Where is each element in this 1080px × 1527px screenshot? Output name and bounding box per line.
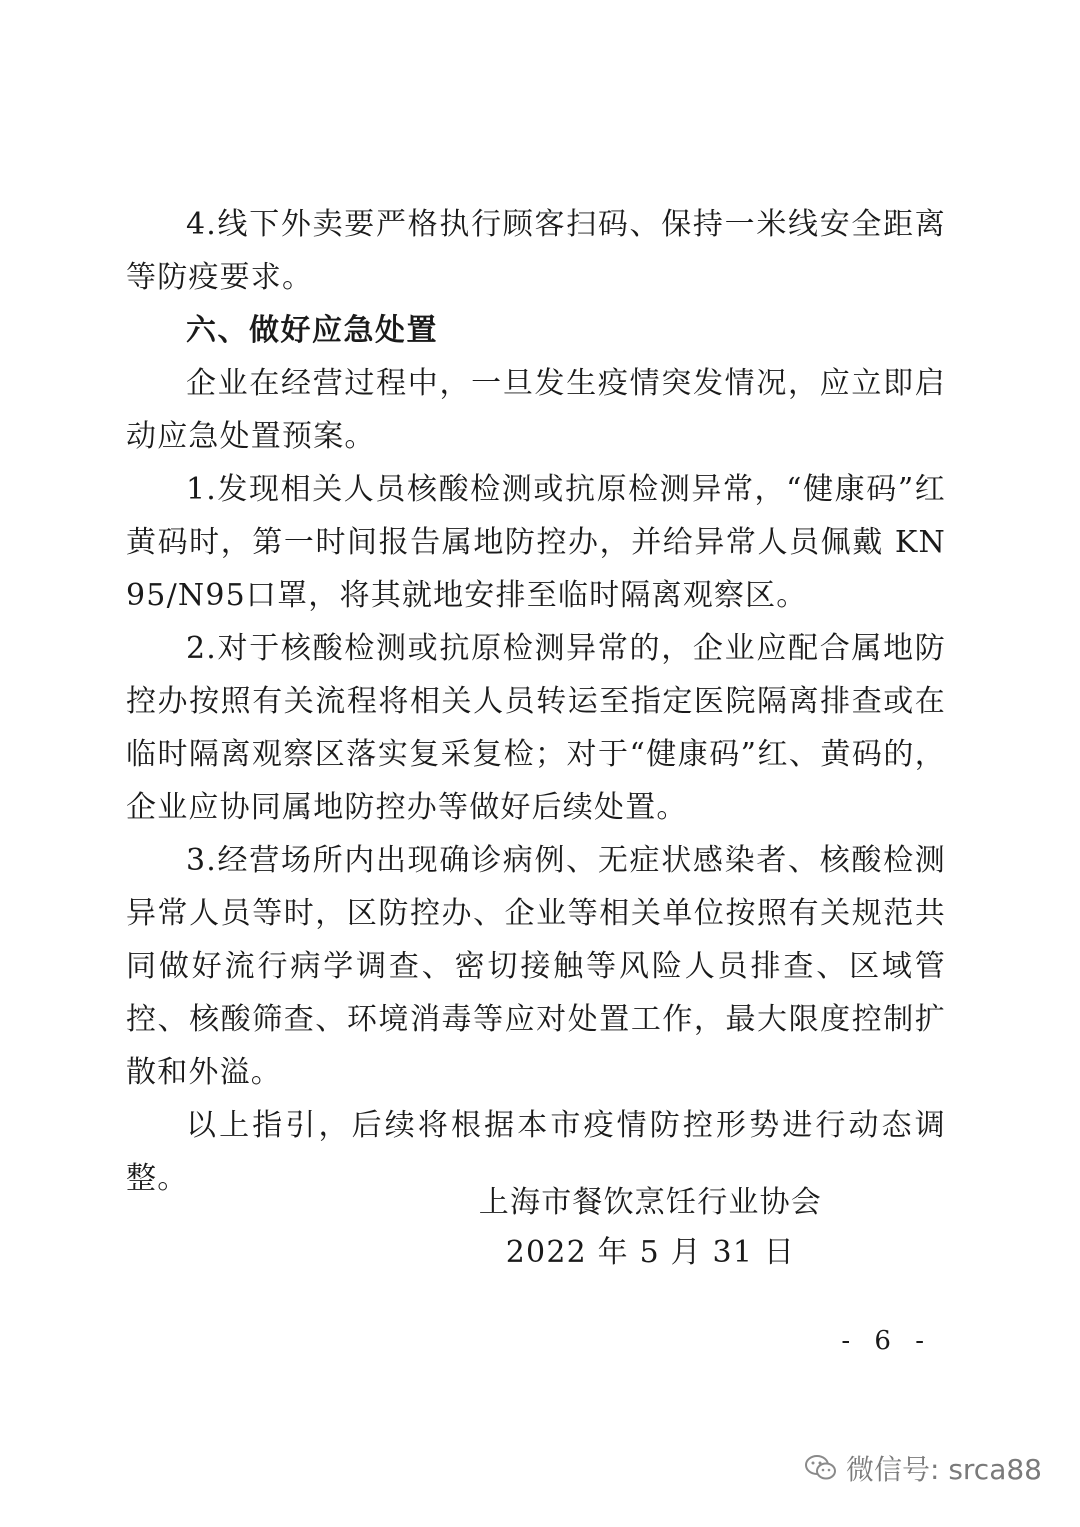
watermark — [804, 1448, 1042, 1488]
paragraph-item-2: 2.对于核酸检测或抗原检测异常的，企业应配合属地防控办按照有关流程将相关人员转运至指定医院隔离排查或在临时隔离观察区落实复采复检；对于“健康码”红、黄码的，企业应协同属地防控办等做好后续处置。 — [126, 631, 946, 825]
paragraph-closing: 以上指引，后续将根据本市疫情防控形势进行动态调整。 — [126, 1108, 946, 1196]
section-heading-emergency: 六、做好应急处置 — [186, 313, 438, 348]
paragraph-item-4: 4.线下外卖要严格执行顾客扫码、保持一米线安全距离等防疫要求。 — [126, 207, 946, 295]
document-body — [126, 198, 946, 1205]
paragraph-intro: 企业在经营过程中，一旦发生疫情突发情况，应立即启动应急处置预案。 — [126, 366, 946, 454]
watermark-text: 微信号: srca88 — [845, 1453, 1042, 1486]
signature-block — [479, 1178, 822, 1278]
paragraph-item-3: 3.经营场所内出现确诊病例、无症状感染者、核酸检测异常人员等时，区防控办、企业等相关单位按照有关规范共同做好流行病学调查、密切接触等风险人员排查、区域管控、核酸筛查、环境消毒等应对处置工作，最大限度控制扩散和外溢。 — [126, 843, 946, 1090]
signature-organization: 上海市餐饮烹饪行业协会 — [478, 1185, 822, 1220]
paragraph-item-1: 1.发现相关人员核酸检测或抗原检测异常，“健康码”红黄码时，第一时间报告属地防控办，并给异常人员佩戴 KN95/N95口罩，将其就地安排至临时隔离观察区。 — [126, 472, 946, 613]
signature-date: 2022 年 5 月 31 日 — [505, 1235, 796, 1270]
page-number: - 6 - — [841, 1326, 932, 1356]
wechat-icon — [804, 1453, 838, 1483]
